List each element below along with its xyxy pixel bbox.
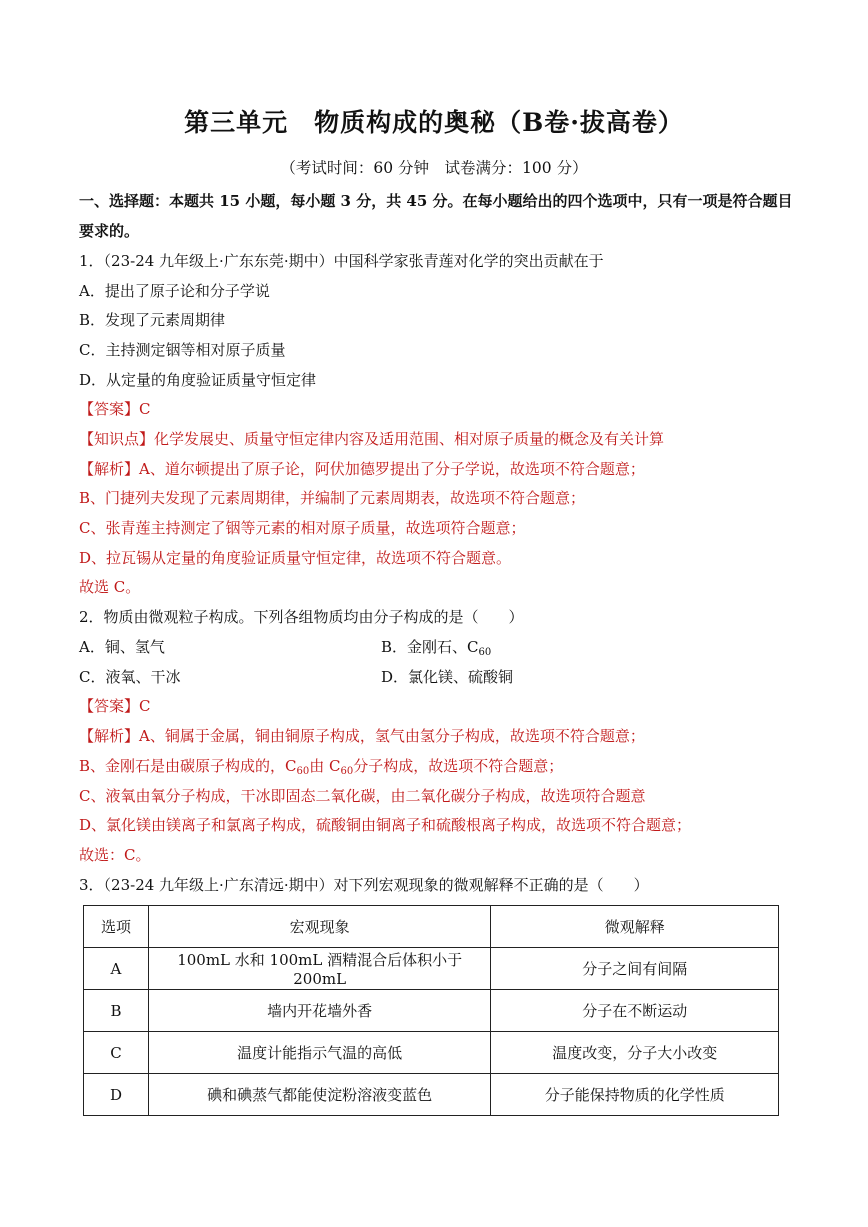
q3-header-explanation: 微观解释 — [491, 906, 779, 948]
q2-analysis-2 — [79, 755, 563, 777]
q2-analysis-2-sub-1: 60 — [296, 766, 310, 777]
q1-knowledge-points: 【知识点】化学发展史、质量守恒定律内容及适用范围、相对原子质量的概念及有关计算 — [79, 430, 665, 448]
q1-stem: 1．（23-24 九年级上·广东东莞·期中）中国科学家张青莲对化学的突出贡献在于 — [79, 252, 604, 270]
q2-conclusion: 故选：C。 — [79, 846, 151, 864]
q1-option-a: A．提出了原子论和分子学说 — [79, 282, 270, 300]
q3-row-b-phenomenon: 墙内开花墙外香 — [148, 990, 491, 1032]
section-heading-line-2: 要求的。 — [79, 222, 140, 240]
q3-header-phenomenon: 宏观现象 — [148, 906, 491, 948]
exam-info: （考试时间：60 分钟 试卷满分：100 分） — [280, 159, 588, 177]
q3-row-b-option: B — [84, 990, 149, 1032]
q3-table-header-row — [84, 906, 779, 948]
page-title: 第三单元 物质构成的奥秘（B卷·拔高卷） — [184, 108, 684, 137]
table-row — [84, 1074, 779, 1116]
q1-analysis-1: 【解析】A、道尔顿提出了原子论，阿伏加德罗提出了分子学说，故选项不符合题意； — [79, 460, 645, 478]
q2-option-b — [381, 636, 491, 658]
q2-analysis-1: 【解析】A、铜属于金属，铜由铜原子构成，氢气由氢分子构成，故选项不符合题意； — [79, 727, 645, 745]
q2-analysis-4: D、氯化镁由镁离子和氯离子构成，硫酸铜由铜离子和硫酸根离子构成，故选项不符合题意； — [79, 816, 692, 834]
q3-stem: 3．（23-24 九年级上·广东清远·期中）对下列宏观现象的微观解释不正确的是（ ） — [79, 876, 649, 894]
q3-row-a-option: A — [84, 948, 149, 990]
table-row — [84, 948, 779, 990]
q3-row-d-option: D — [84, 1074, 149, 1116]
q2-analysis-2-sub-2: 60 — [340, 766, 354, 777]
q3-table — [83, 905, 779, 1116]
q1-conclusion: 故选 C。 — [79, 578, 141, 596]
q2-option-b-text: B．金刚石、C — [381, 638, 479, 656]
q1-option-c: C．主持测定铟等相对原子质量 — [79, 341, 286, 359]
q3-row-d-phenomenon: 碘和碘蒸气都能使淀粉溶液变蓝色 — [148, 1074, 491, 1116]
q3-row-b-explanation: 分子在不断运动 — [491, 990, 779, 1032]
q2-option-c: C．液氧、干冰 — [79, 668, 181, 686]
q2-analysis-3: C、液氧由氧分子构成，干冰即固态二氧化碳，由二氧化碳分子构成，故选项符合题意 — [79, 787, 646, 805]
section-heading-line-1: 一、选择题：本题共 15 小题，每小题 3 分，共 45 分。在每小题给出的四个选项中，只有一项是符合题目 — [79, 192, 793, 210]
table-row — [84, 1032, 779, 1074]
q3-row-c-option: C — [84, 1032, 149, 1074]
q3-header-option: 选项 — [84, 906, 149, 948]
q3-row-c-explanation: 温度改变，分子大小改变 — [491, 1032, 779, 1074]
q1-answer: 【答案】C — [79, 400, 151, 418]
q3-row-c-phenomenon: 温度计能指示气温的高低 — [148, 1032, 491, 1074]
q2-option-d: D．氯化镁、硫酸铜 — [381, 668, 514, 686]
q2-stem: 2．物质由微观粒子构成。下列各组物质均由分子构成的是（ ） — [79, 608, 524, 626]
table-row — [84, 990, 779, 1032]
q2-analysis-2-part-b: 由 C — [309, 757, 341, 775]
q2-option-b-subscript: 60 — [478, 647, 492, 658]
q3-row-a-phenomenon: 100mL 水和 100mL 酒精混合后体积小于 200mL — [148, 948, 491, 990]
q2-analysis-2-part-a: B、金刚石是由碳原子构成的，C — [79, 757, 297, 775]
q1-analysis-2: B、门捷列夫发现了元素周期律，并编制了元素周期表，故选项不符合题意； — [79, 489, 586, 507]
q1-analysis-4: D、拉瓦锡从定量的角度验证质量守恒定律，故选项不符合题意。 — [79, 549, 512, 567]
q1-option-b: B．发现了元素周期律 — [79, 311, 226, 329]
q2-answer: 【答案】C — [79, 697, 151, 715]
q2-option-a: A．铜、氢气 — [79, 638, 165, 656]
q3-row-d-explanation: 分子能保持物质的化学性质 — [491, 1074, 779, 1116]
q3-row-a-explanation: 分子之间有间隔 — [491, 948, 779, 990]
q2-analysis-2-part-c: 分子构成，故选项不符合题意； — [353, 757, 564, 775]
q1-option-d: D．从定量的角度验证质量守恒定律 — [79, 371, 317, 389]
q1-analysis-3: C、张青莲主持测定了铟等元素的相对原子质量，故选项符合题意； — [79, 519, 526, 537]
